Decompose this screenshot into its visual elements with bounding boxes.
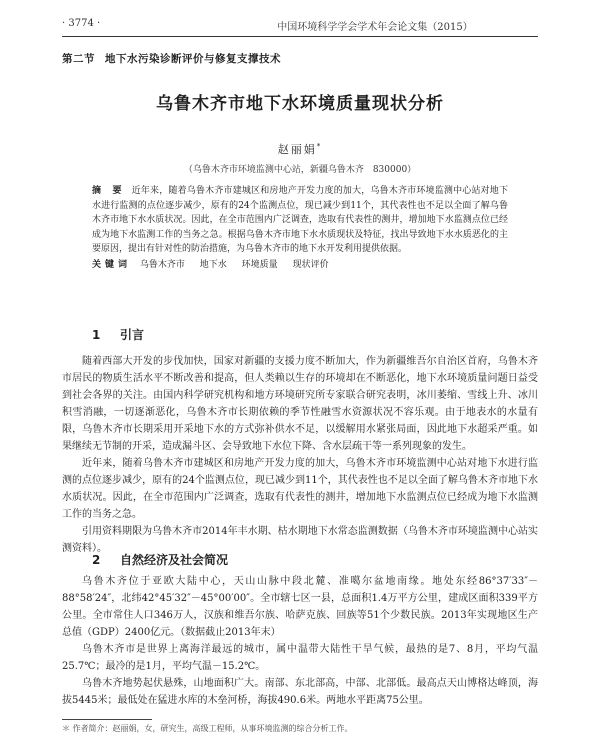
section-body-intro [62,353,538,557]
author-name: 赵丽娟 [277,143,317,156]
section-heading-intro [92,326,144,343]
abstract-block [92,184,508,273]
keyword: 现状评价 [292,259,329,270]
paper-title: 乌鲁木齐市地下水环境质量现状分析 [156,94,444,114]
section-heading-overview [92,551,228,568]
section-title: 引言 [120,328,145,342]
section-number: 2 [92,553,101,567]
author-line [0,141,600,157]
body-paragraph: 引用资料期限为乌鲁木齐市2014年丰水期、枯水期地下水常态监测数据（乌鲁木齐市环境监测中心站实测资料）。 [62,526,538,554]
section-number: 1 [92,328,101,342]
body-paragraph: 近年来，随着乌鲁木齐市建城区和房地产开发力度的加大，乌鲁木齐市环境监测中心站对地下水进行监测的点位逐步减少，原有的24个监测点位，现已减少到11个，其代表性也不足以全面了解乌鲁木齐市地下水水质状况。因此，在全市范围内广泛调查，选取有代表性的测井，增加地下水监测点位已经成为地下水监测工作的当务之急。 [62,458,538,520]
journal-title: 中国环境科学学会学术年会论文集（2015） [277,22,473,33]
page-number: · 3774 · [62,18,101,29]
chapter-title: 地下水污染诊断评价与修复支撑技术 [105,53,281,65]
author-footnote: ＊ 作者简介：赵丽娟，女，研究生，高级工程师，从事环境监测的综合分析工作。 [62,724,353,733]
author-affiliation: （乌鲁木齐市环境监测中心站，新疆乌鲁木齐 830000） [183,165,417,175]
abstract-label: 摘 要 [92,186,126,196]
footnote-divider [62,719,152,720]
abstract-paragraph [92,184,508,257]
body-paragraph: 乌鲁木齐市是世界上离海洋最远的城市，属中温带大陆性干旱气候，最热的是7、8月，平均气温25.7℃；最冷的是1月，平均气温－15.2℃。 [62,644,538,672]
keyword: 地下水 [199,259,227,270]
section-body-overview [62,573,538,709]
author-footnote-mark: * [316,142,323,151]
chapter-number: 第二节 [62,53,95,65]
keyword: 环境质量 [241,259,278,270]
running-header [62,14,538,37]
keywords-line [92,258,508,273]
chapter-heading [62,51,291,66]
section-title: 自然经济及社会简况 [120,553,229,567]
body-paragraph: 乌鲁木齐地势起伏悬殊，山地面积广大。南部、东北部高，中部、北部低。最高点天山博格达峰顶，海拔5445米；最低处在猛进水库的木垒河桥，海拔490.6米。两地水平距离75公里。 [62,678,538,706]
body-paragraph: 随着西部大开发的步伐加快，国家对新疆的支援力度不断加大，作为新疆维吾尔自治区首府，乌鲁木齐市居民的物质生活水平不断改善和提高，但人类赖以生存的环境却在不断恶化，地下水环境质量问题日益受到社会各界的关注。由国内科学研究机构和地方环境研究所专家联合研究表明，冰川萎缩、雪线上升、冰川积雪消融，一切逐渐恶化，乌鲁木齐市长期依赖的季节性融雪水资源状况不容乐观。由于地表水的水量有限，乌鲁木齐市长期采用开采地下水的方式弥补供水不足，以缓解用水紧张局面，因此地下水超采严重。如果继续无节制的开采，造成漏斗区、会导致地下水位下降、含水层疏干等一系列现象的发生。 [62,356,538,452]
keywords-label: 关键词 [92,259,132,270]
abstract-text: 近年来，随着乌鲁木齐市建城区和房地产开发力度的加大，乌鲁木齐市环境监测中心站对地下水进行监测的点位逐步减少，原有的24个监测点位，现已减少到11个，其代表性也不足以全面了解乌鲁木齐市地下水水质状况。因此，在全市范围内广泛调查，选取有代表性的测井，增加地下水监测点位已经成为地下水监测工作的当务之急。根据乌鲁木齐市地下水水质现状及特征，找出导致地下水水质恶化的主要原因，提出有针对性的防治措施，为乌鲁木齐市的地下水开发利用提供依据。 [92,186,508,255]
body-paragraph: 乌鲁木齐位于亚欧大陆中心，天山山脉中段北麓、准噶尔盆地南缘。地处东经86°37′33″－88°58′24″，北纬42°45′32″－45°00′00″。全市辖七区一县，总面积1.4万平方公里，建成区面积339平方公里。全市常住人口346万人，汉族和维吾尔族、哈萨克族、回族等51个少数民族。2013年实现地区生产总值（GDP）2400亿元。（数据截止2013年末） [62,576,538,638]
keyword: 乌鲁木齐市 [139,259,185,270]
